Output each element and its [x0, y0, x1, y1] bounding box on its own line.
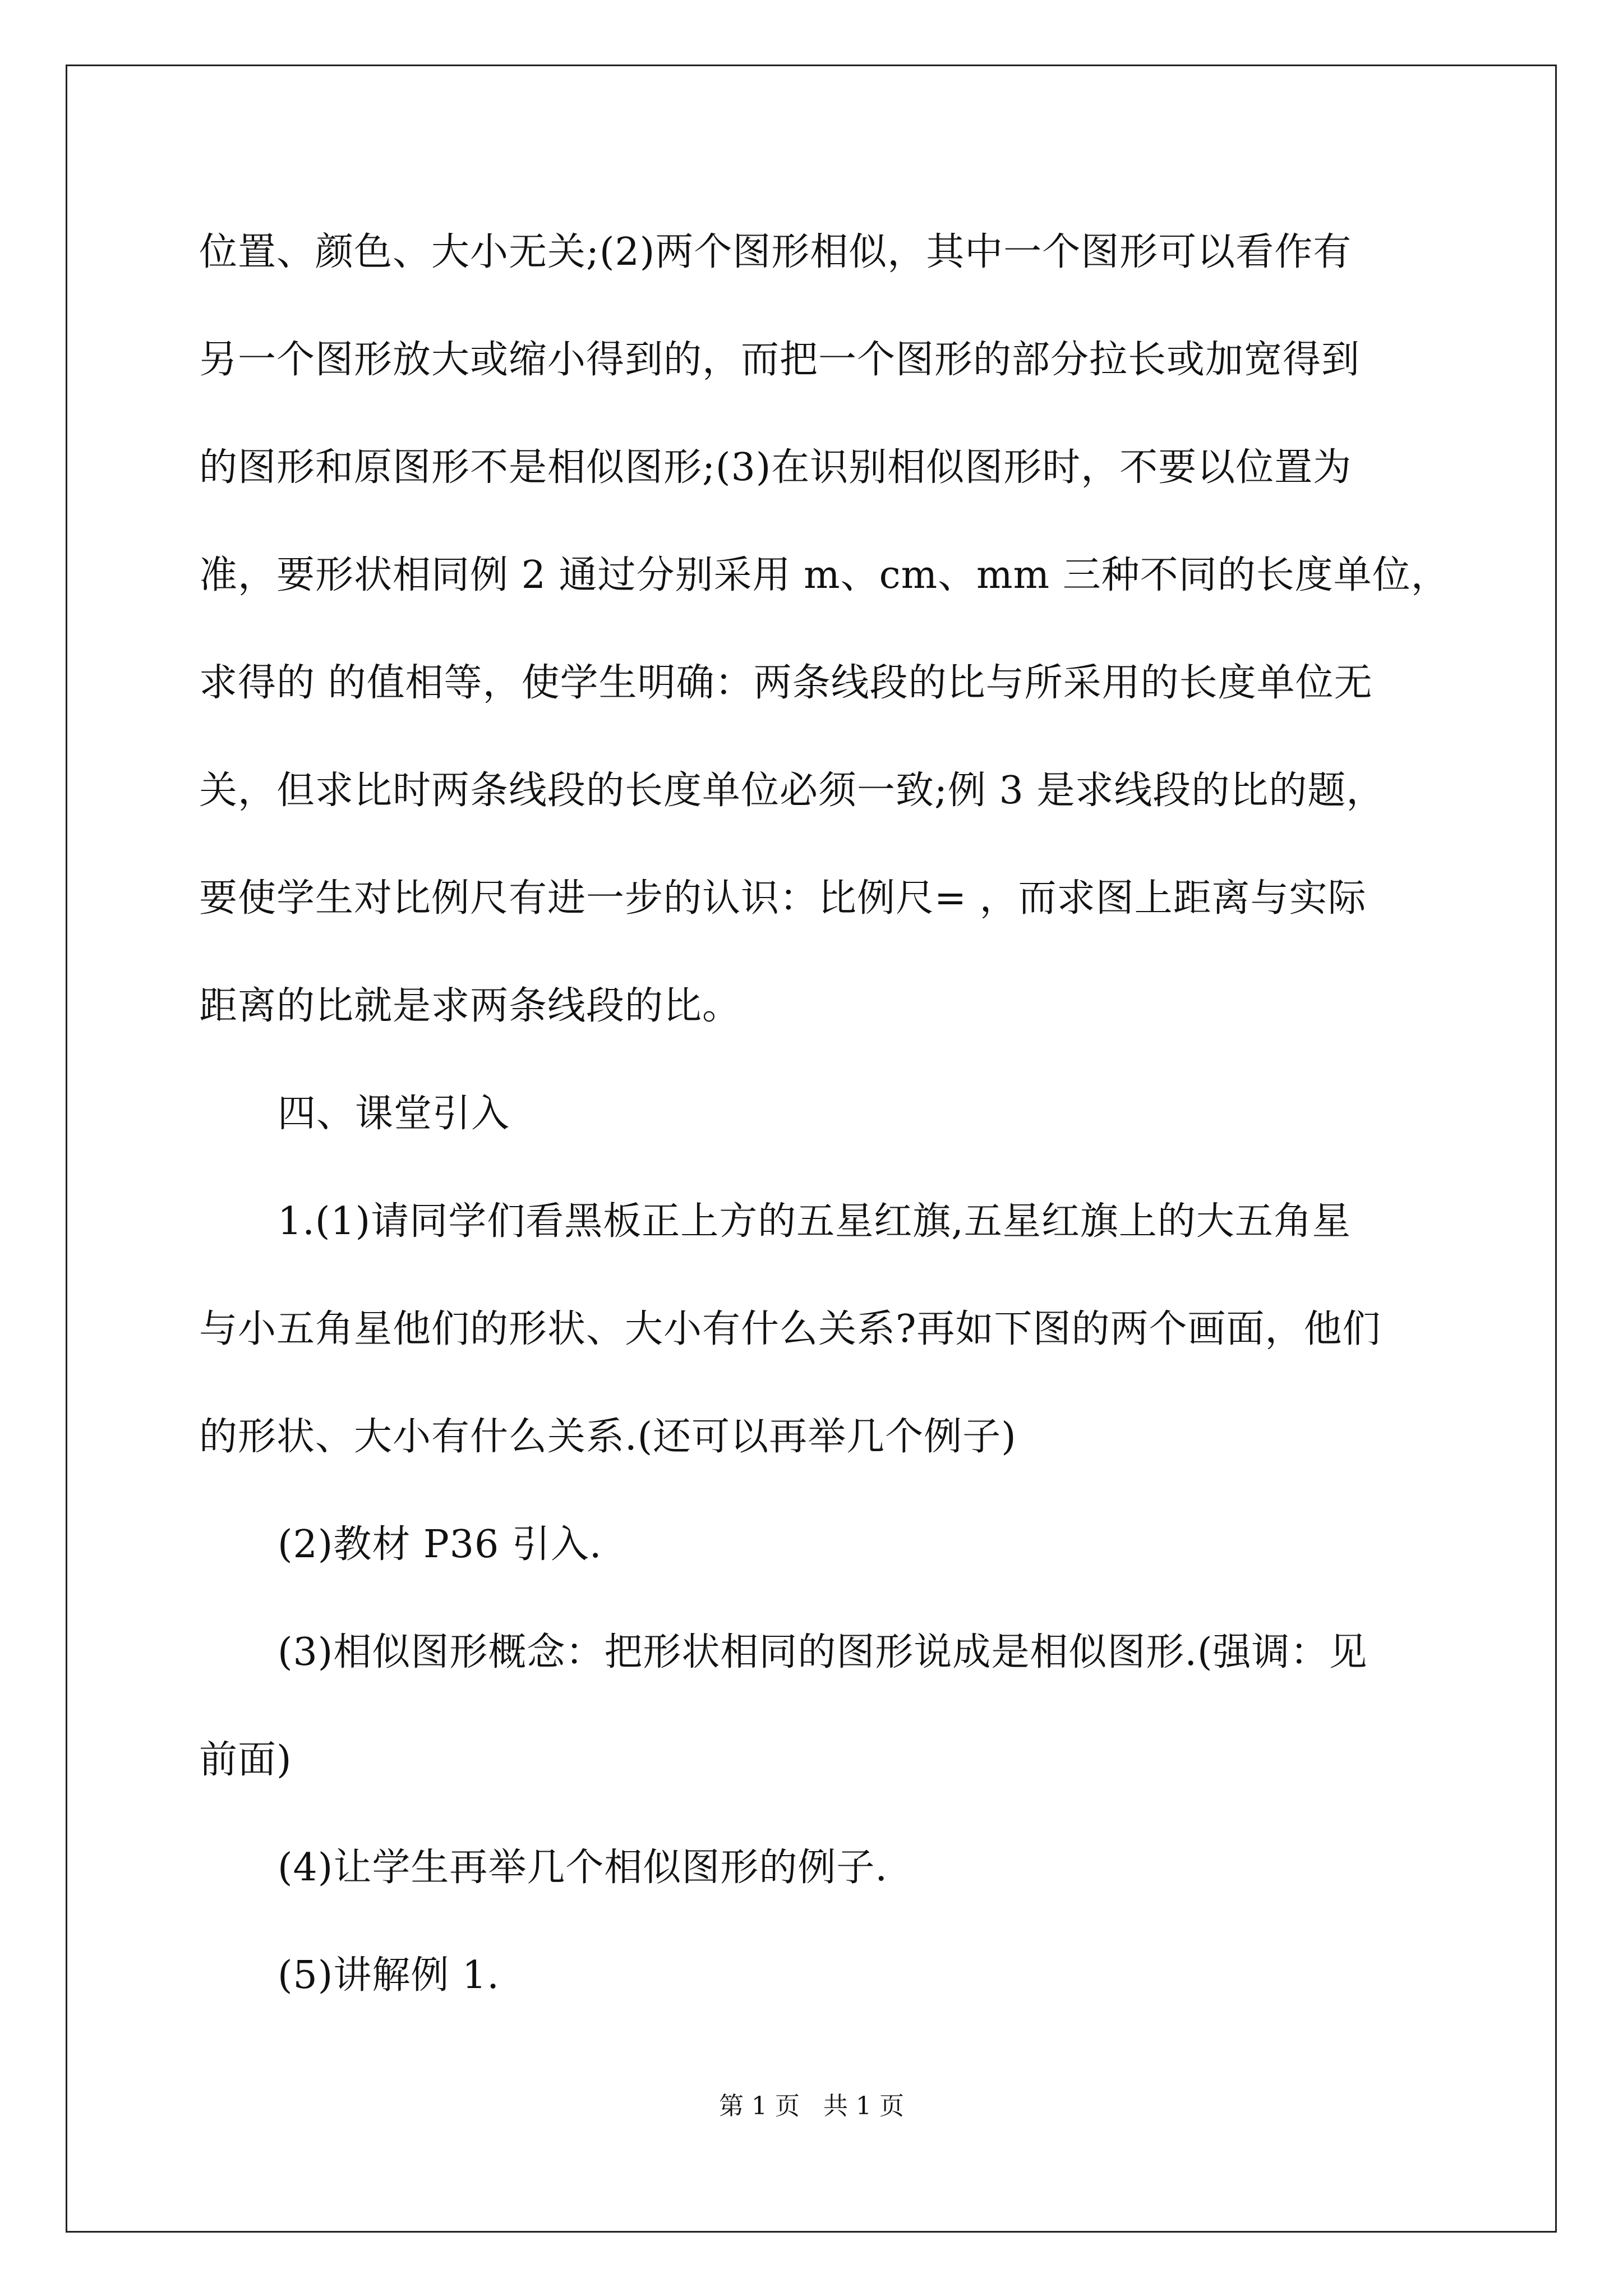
text-line: 与小五角星他们的形状、大小有什么关系?再如下图的两个画面，他们	[199, 1307, 1381, 1351]
text-line: (2)教材 P36 引入.	[278, 1522, 602, 1567]
text-line: (4)让学生再举几个相似图形的例子.	[278, 1846, 888, 1890]
text-line: 的形状、大小有什么关系.(还可以再举几个例子)	[199, 1415, 1017, 1459]
text-line: 求得的 的值相等，使学生明确：两条线段的比与所采用的长度单位无	[199, 661, 1373, 705]
text-line: 准，要形状相同例 2 通过分别采用 m、cm、mm 三种不同的长度单位，	[199, 553, 1450, 597]
page-number-footer: 第 1 页 共 1 页	[719, 2092, 904, 2120]
section-heading: 四、课堂引入	[278, 1092, 510, 1136]
text-line: (5)讲解例 1.	[278, 1953, 500, 1998]
text-line: 距离的比就是求两条线段的比。	[199, 984, 741, 1028]
text-line: 的图形和原图形不是相似图形;(3)在识别相似图形时，不要以位置为	[199, 445, 1352, 490]
text-line: 关，但求比时两条线段的长度单位必须一致;例 3 是求线段的比的题，	[199, 769, 1385, 813]
page-border	[66, 65, 1557, 2233]
text-line: 要使学生对比例尺有进一步的认识：比例尺= ，而求图上距离与实际	[199, 876, 1367, 921]
text-line: 位置、颜色、大小无关;(2)两个图形相似，其中一个图形可以看作有	[199, 230, 1352, 274]
text-line: 1.(1)请同学们看黑板正上方的五星红旗,五星红旗上的大五角星	[278, 1199, 1351, 1244]
text-line: 另一个图形放大或缩小得到的，而把一个图形的部分拉长或加宽得到	[199, 338, 1361, 382]
text-line: 前面)	[199, 1738, 292, 1782]
text-line: (3)相似图形概念：把形状相同的图形说成是相似图形.(强调：见	[278, 1630, 1368, 1674]
